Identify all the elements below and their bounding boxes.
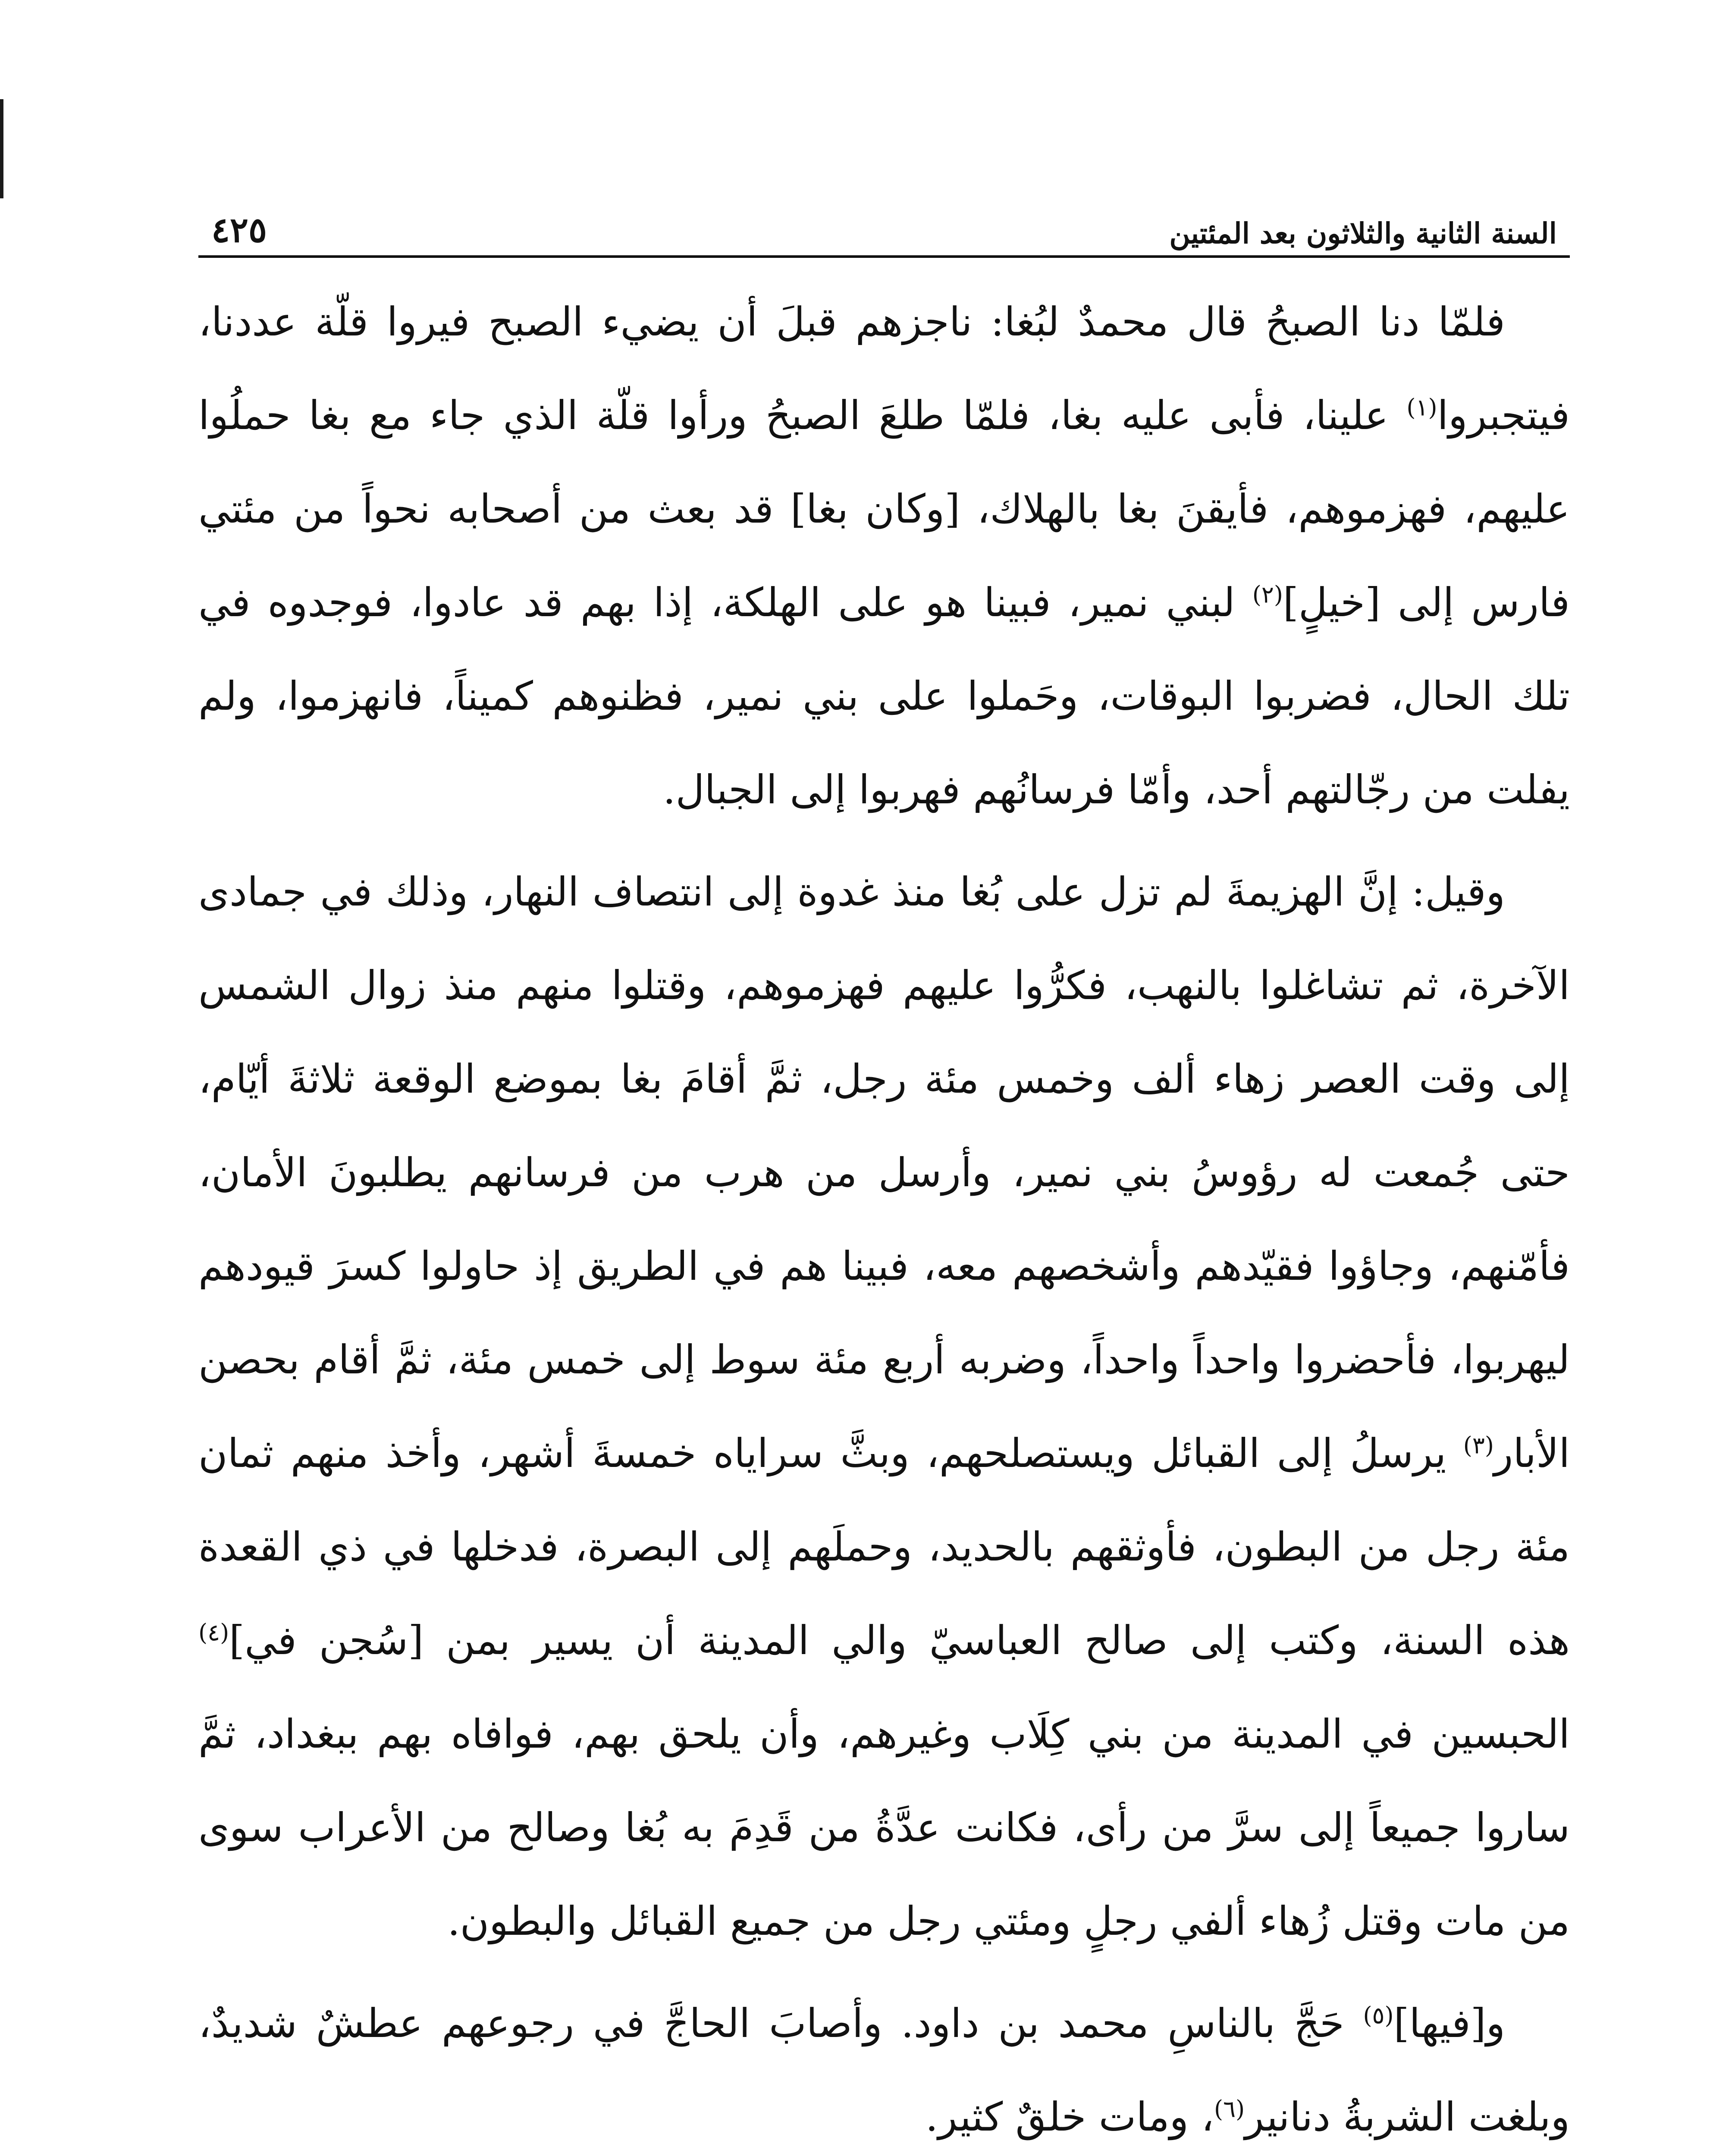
body-paragraph-1	[198, 275, 1570, 837]
page-number: ٤٢٥	[211, 210, 267, 250]
book-page	[198, 164, 1570, 2156]
paragraph-text: الحبسين في المدينة من بني كِلَاب وغيرهم، وأن يلحق بهم، فوافاه بهم ببغداد، ثمَّ ساروا جميعاً إلى سرَّ من رأى، فكانت عدَّةُ من قَدِمَ به بُغا وصالح من الأعراب سوى من مات وقتل زُهاء ألفي رجلٍ ومئتي رجل من جميع القبائل والبطون.	[198, 1711, 1570, 1944]
footnote-ref-1: (١)	[1406, 394, 1437, 421]
footnote-ref-3: (٣)	[1463, 1432, 1494, 1459]
paragraph-text: يرسلُ إلى القبائل ويستصلحهم، وبثَّ سراياه خمسةَ أشهر، وأخذ منهم ثمان مئة رجل من البطون، فأوثقهم بالحديد، وحملَهم إلى البصرة، فدخلها في ذي القعدة هذه السنة، وكتب إلى صالح العباسيّ والي المدينة أن يسير بمن [سُجن في]	[198, 1430, 1570, 1664]
body-paragraph-3	[198, 1977, 1570, 2156]
footnote-ref-2: (٢)	[1252, 581, 1283, 608]
paragraph-text: لبني نمير، فبينا هو على الهلكة، إذا بهم قد عادوا، فوجدوه في تلك الحال، فضربوا البوقات، وحَملوا على بني نمير، فظنوهم كميناً، فانهزموا، ولم يفلت من رجّالتهم أحد، وأمّا فرسانُهم فهربوا إلى الجبال.	[198, 580, 1570, 813]
footnote-ref-6: (٦)	[1214, 2095, 1245, 2123]
paragraph-text: و[فيها]	[1393, 2000, 1505, 2046]
running-header	[198, 164, 1570, 250]
paragraph-text: حَجَّ بالناسِ محمد بن داود. وأصابَ الحاجَّ في رجوعهم عطشٌ شديدٌ، وبلغت الشربةُ دنانير	[198, 2000, 1570, 2140]
footnote-ref-5: (٥)	[1363, 2002, 1394, 2029]
paragraph-text: علينا، فأبى عليه بغا، فلمّا طلعَ الصبحُ ورأوا قلّة الذي جاء مع بغا حملُوا عليهم، فهزموهم، فأيقنَ بغا بالهلاك، [وكان بغا] قد بعث من أصحابه نحواً من مئتي فارس إلى [خيلٍ]	[198, 392, 1570, 626]
scan-edge-mark	[0, 99, 3, 198]
paragraph-text: وقيل: إنَّ الهزيمةَ لم تزل على بُغا منذ غدوة إلى انتصاف النهار، وذلك في جمادى الآخرة، ثم تشاغلوا بالنهب، فكرُّوا عليهم فهزموهم، وقتلوا منهم منذ زوال الشمس إلى وقت العصر زهاء ألف وخمس مئة رجل، ثمَّ أقامَ بغا بموضع الوقعة ثلاثةَ أيّام، حتى جُمعت له رؤوسُ بني نمير، وأرسل من هرب من فرسانهم يطلبونَ الأمان، فأمّنهم، وجاؤوا فقيّدهم وأشخصهم معه، فبينا هم في الطريق إذ حاولوا كسرَ قيودهم ليهربوا، فأحضروا واحداً واحداً، وضربه أربع مئة سوط إلى خمس مئة، ثمَّ أقام بحصن الأبار	[198, 869, 1570, 1476]
paragraph-text: ، ومات خلقٌ كثير.	[925, 2094, 1214, 2140]
body-paragraph-2	[198, 845, 1570, 1968]
header-rule	[198, 255, 1570, 258]
footnote-ref-4: (٤)	[198, 1619, 229, 1646]
paragraph-text: فلمّا دنا الصبحُ قال محمدٌ لبُغا: ناجزهم قبلَ أن يضيء الصبح فيروا قلّة عددنا، فيتجبروا	[198, 299, 1570, 439]
header-title: السنة الثانية والثلاثون بعد المئتين	[1169, 216, 1557, 250]
